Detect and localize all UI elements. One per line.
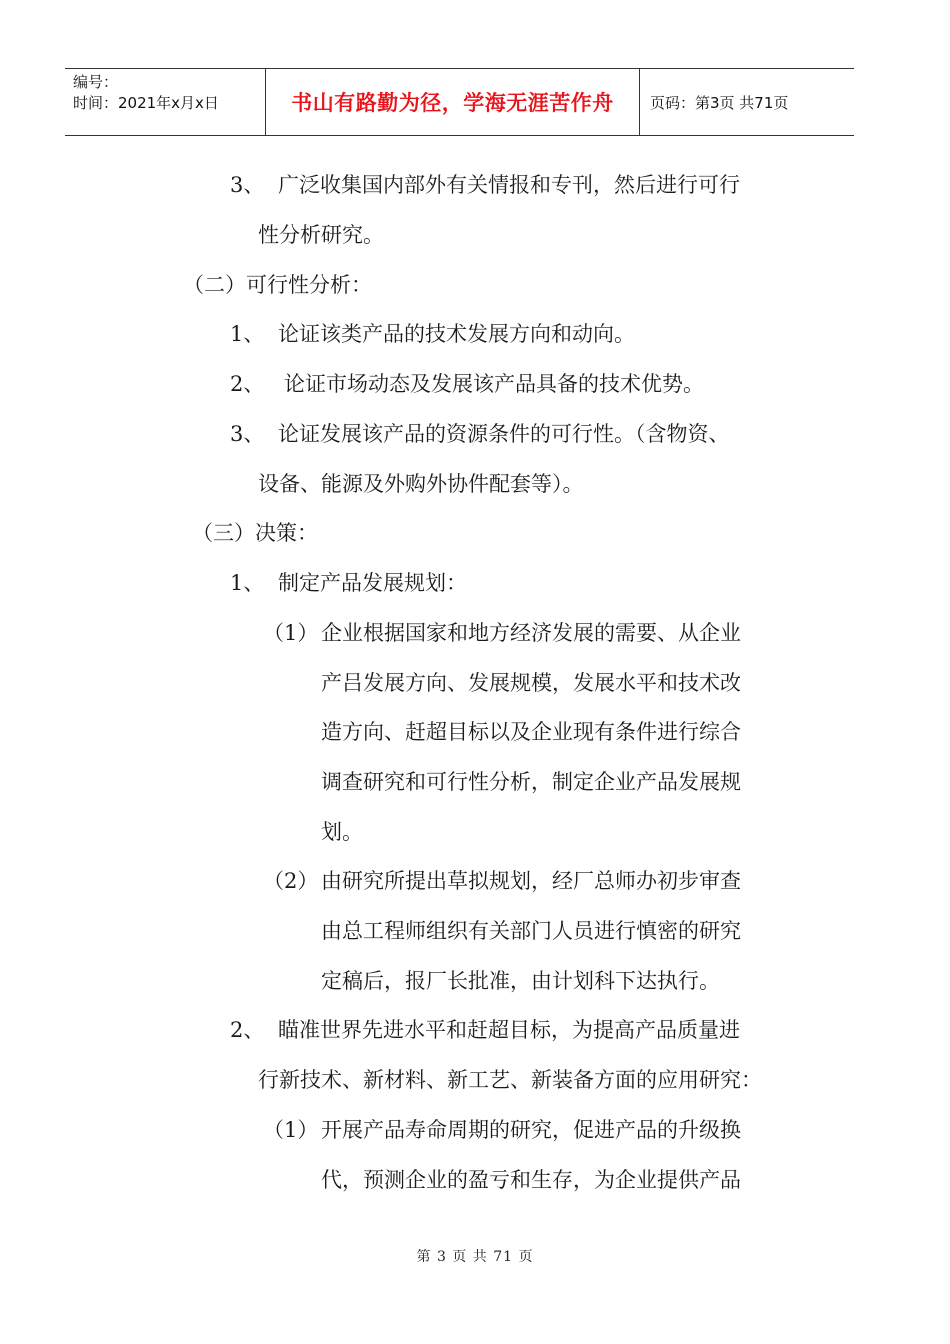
paragraph-line: 产吕发展方向、发展规模，发展水平和技术改 <box>321 671 741 695</box>
paragraph-line: 由研究所提出草拟规划，经厂总师办初步审查 <box>321 869 741 893</box>
header-motto-cell <box>266 69 640 135</box>
paragraph-line: 划。 <box>321 820 363 844</box>
paragraph-line: 调查研究和可行性分析，制定企业产品发展规 <box>321 770 741 794</box>
paragraph-line: 制定产品发展规划： <box>278 571 467 595</box>
list-number: 1、 <box>230 322 265 346</box>
header-page-cell <box>640 69 854 135</box>
paragraph-line: 代，预测企业的盈亏和生存，为企业提供产品 <box>321 1168 741 1192</box>
paragraph-line: 由总工程师组织有关部门人员进行慎密的研究 <box>321 919 741 943</box>
list-number: （2） <box>263 869 319 893</box>
paragraph-line: 瞄准世界先进水平和赶超目标，为提高产品质量进 <box>278 1018 740 1042</box>
paragraph-line: 论证市场动态及发展该产品具备的技术优势。 <box>284 372 704 396</box>
list-number: （1） <box>263 1118 319 1142</box>
paragraph-line: 广泛收集国内部外有关情报和专刊，然后进行可行 <box>278 173 740 197</box>
header-meta-cell <box>65 69 266 135</box>
document-header <box>65 68 854 136</box>
page-footer: 第 3 页 共 71 页 <box>416 1249 534 1265</box>
list-number: 3、 <box>230 173 265 197</box>
list-number: 2、 <box>230 372 265 396</box>
list-number: 2、 <box>230 1018 265 1042</box>
paragraph-line: 企业根据国家和地方经济发展的需要、从企业 <box>321 621 741 645</box>
motto-text: 书山有路勤为径，学海无涯苦作舟 <box>291 91 614 115</box>
paragraph-line: 定稿后，报厂长批准，由计划科下达执行。 <box>321 969 720 993</box>
number-label: 编号： <box>73 73 119 91</box>
list-number: 3、 <box>230 422 265 446</box>
paragraph-line: 开展产品寿命周期的研究，促进产品的升级换 <box>321 1118 741 1142</box>
page-info: 页码：第3页 共71页 <box>650 93 789 112</box>
paragraph-line: 论证发展该产品的资源条件的可行性。（含物资、 <box>278 422 730 446</box>
paragraph-line: 论证该类产品的技术发展方向和动向。 <box>278 322 635 346</box>
paragraph-line: 造方向、赶超目标以及企业现有条件进行综合 <box>321 720 741 744</box>
list-number: 1、 <box>230 571 265 595</box>
paragraph-line: 设备、能源及外购外协件配套等）。 <box>258 472 584 496</box>
section-heading: （二）可行性分析： <box>183 273 372 297</box>
list-number: （1） <box>263 621 319 645</box>
section-heading: （三）决策： <box>192 521 318 545</box>
time-label: 时间：2021年x月x日 <box>73 94 219 112</box>
paragraph-line: 性分析研究。 <box>258 223 384 247</box>
paragraph-line: 行新技术、新材料、新工艺、新装备方面的应用研究： <box>258 1068 762 1092</box>
